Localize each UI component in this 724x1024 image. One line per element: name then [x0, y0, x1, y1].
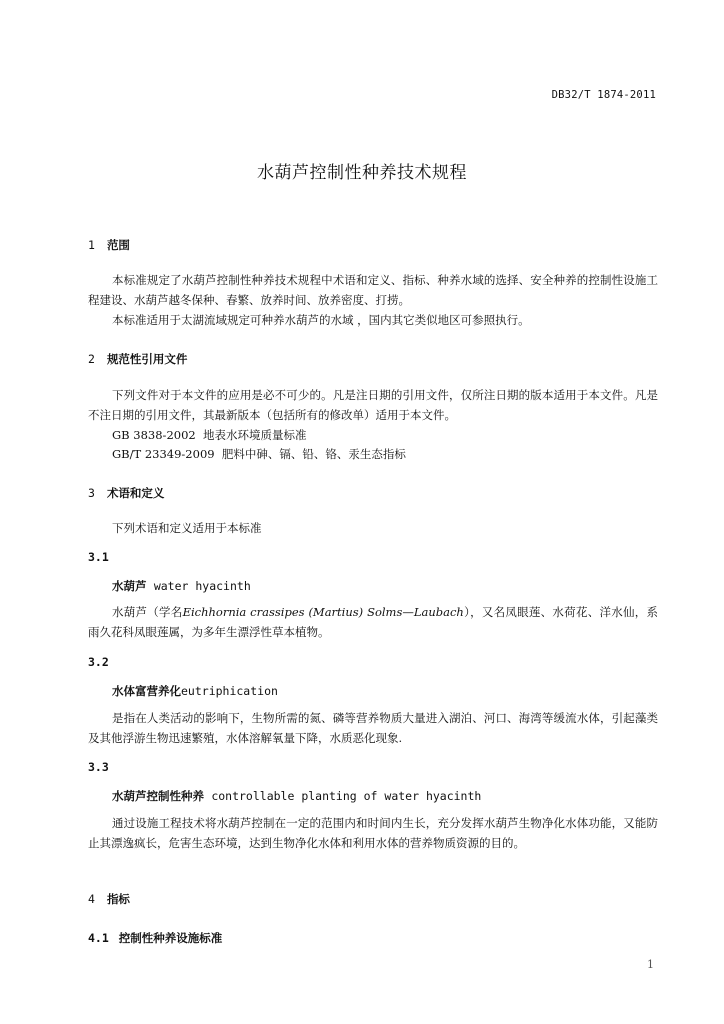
reference-item: GB 3838-2002 地表水环境质量标准 [112, 428, 307, 442]
section-2-heading [88, 349, 658, 369]
term-chinese: 水葫芦控制性种养 [112, 789, 204, 803]
subsection-number: 4.1 [88, 931, 109, 945]
section-1-paragraph-2: 本标准适用于太湖流域规定可种养水葫芦的水域 ，国内其它类似地区可参照执行。 [112, 313, 530, 327]
term-3-3-definition: 通过设施工程技术将水葫芦控制在一定的范围内和时间内生长，充分发挥水葫芦生物净化水体功能，又能防止其漂逸疯长，危害生态环境，达到生物净化水体和利用水体的营养物质资源的目的。 [88, 816, 658, 850]
section-label: 指标 [106, 892, 130, 906]
subsection-3-1-number: 3.1 [88, 550, 109, 564]
reference-item: GB/T 23349-2009 肥料中砷、镉、铅、铬、汞生态指标 [112, 447, 406, 461]
subsection-label: 控制性种养设施标准 [118, 931, 223, 945]
section-1-heading [88, 235, 658, 255]
section-3-paragraph-1: 下列术语和定义适用于本标准 [112, 521, 262, 535]
term-3-1-definition [88, 602, 658, 642]
section-number: 3 [88, 486, 95, 500]
term-chinese: 水葫芦 [112, 579, 147, 593]
section-label: 术语和定义 [106, 486, 165, 500]
section-label: 规范性引用文件 [106, 352, 188, 366]
section-label: 范围 [106, 238, 130, 252]
term-3-3 [88, 786, 682, 806]
term-english: eutriphication [181, 684, 278, 698]
definition-text: 水葫芦（学名 [112, 605, 183, 619]
standard-code: DB32/T 1874-2011 [551, 89, 656, 101]
section-4-heading [88, 889, 658, 909]
subsection-4-1-heading [88, 928, 658, 948]
definition-text: ），又名凤眼莲、水荷花、洋水仙，系雨久花科凤眼莲属，为多年生漂浮性草本植物。 [88, 605, 659, 639]
term-3-2-definition: 是指在人类活动的影响下，生物所需的氮、磷等营养物质大量进入湖泊、河口、海湾等缓流水体，引起藻类及其他浮游生物迅速繁殖，水体溶解氧量下降，水质恶化现象. [88, 711, 658, 745]
term-3-2 [88, 681, 682, 701]
section-number: 4 [88, 892, 95, 906]
page-number: 1 [647, 958, 654, 971]
section-2-paragraph-1: 下列文件对于本文件的应用是必不可少的。凡是注日期的引用文件，仅所注日期的版本适用于本文件。凡是不注日期的引用文件，其最新版本（包括所有的修改单）适用于本文件。 [88, 388, 658, 422]
scientific-name: Eichhornia crassipes (Martius) Solms—Laubach [182, 605, 464, 619]
section-number: 1 [88, 238, 95, 252]
document-title: 水葫芦控制性种养技术规程 [257, 163, 467, 183]
section-1-paragraph-1: 本标准规定了水葫芦控制性种养技术规程中术语和定义、指标、种养水域的选择、安全种养的控制性设施工程建设、水葫芦越冬保种、春繁、放养时间、放养密度、打捞。 [88, 273, 658, 307]
term-english: water hyacinth [153, 579, 251, 593]
term-chinese: 水体富营养化 [112, 684, 181, 698]
subsection-3-2-number: 3.2 [88, 655, 109, 669]
term-english: controllable planting of water hyacinth [211, 789, 482, 803]
term-3-1 [88, 576, 682, 596]
section-number: 2 [88, 352, 95, 366]
section-3-heading [88, 483, 658, 503]
subsection-3-3-number: 3.3 [88, 760, 109, 774]
